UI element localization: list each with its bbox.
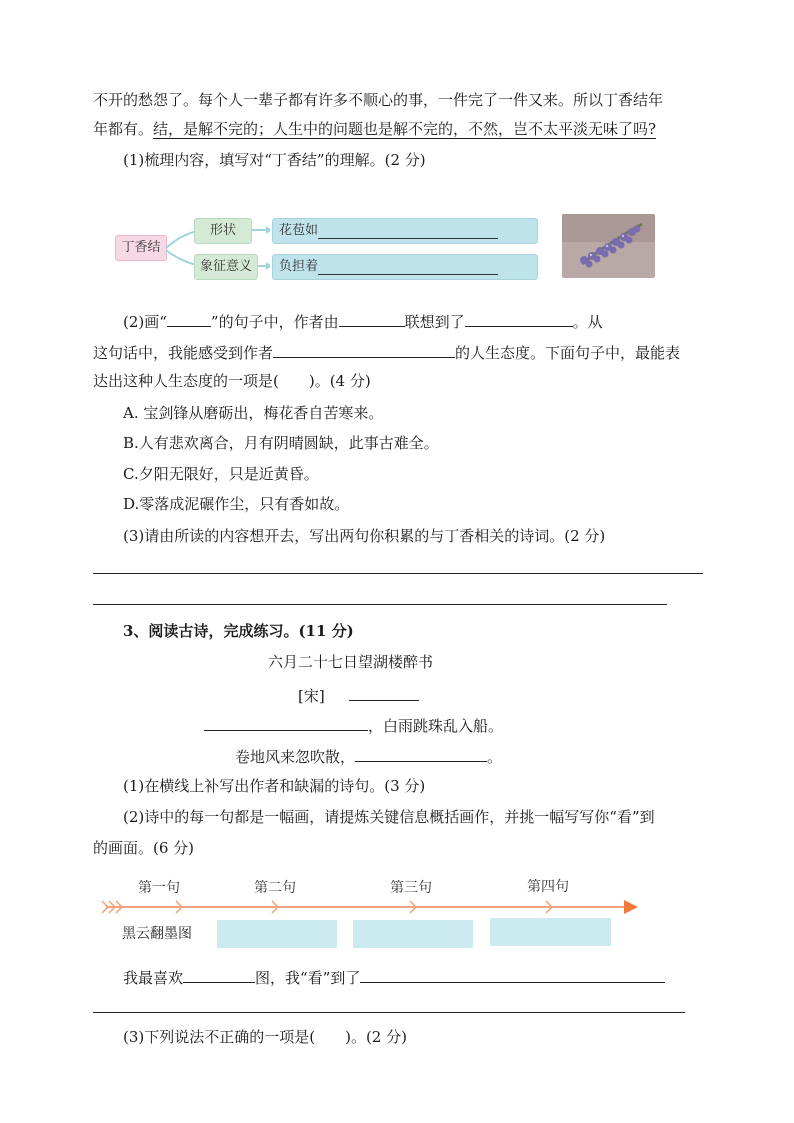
symbolism-answer-box [272, 254, 538, 280]
question-2-line-2 [93, 341, 680, 363]
answer-line-3[interactable] [93, 1012, 685, 1013]
subquestion-2-line-2: 的画面。(6 分) [93, 839, 195, 857]
question-2-line-1 [123, 310, 603, 332]
shape-answer-blank[interactable] [318, 223, 498, 239]
q2-symbol-blank[interactable] [167, 310, 211, 327]
question-2-line-3: 达出这种人生态度的一项是( )。(4 分) [93, 372, 371, 390]
poem-line-1 [204, 714, 503, 736]
timeline-label-1: 第一句 [138, 880, 180, 896]
q2-text-a: (2)画“ [123, 313, 167, 331]
timeline-answer-box-2[interactable] [217, 920, 337, 948]
poem-line-1-tail: ，白雨跳珠乱入船。 [368, 717, 504, 735]
timeline-label-4: 第四句 [527, 879, 569, 895]
answer-line-1[interactable] [93, 573, 703, 574]
option-d: D.零落成泥碾作尘，只有香如故。 [123, 495, 350, 513]
subquestion-2-line-1: (2)诗中的每一句都是一幅画，请提炼关键信息概括画作，并挑一幅写写你“看”到 [123, 808, 655, 826]
answer-line-2[interactable] [93, 604, 667, 605]
author-blank[interactable] [349, 684, 419, 701]
q2-associate-blank[interactable] [465, 310, 573, 327]
poem-line-2-head: 卷地风来忽吹散， [235, 748, 356, 766]
subquestion-3: (3)下列说法不正确的一项是( )。(2 分) [123, 1028, 407, 1046]
favorite-picture-line [123, 966, 665, 988]
symbolism-prompt: 负担着 [279, 259, 319, 274]
q2-text-e: 这句话中，我能感受到作者 [93, 344, 274, 362]
poem-line-2 [235, 745, 502, 767]
seen-scene-blank[interactable] [360, 966, 665, 983]
option-b: B.人有悲欢离合，月有阴晴圆缺，此事古难全。 [123, 434, 439, 452]
passage-underlined-sentence: 结，是解不完的；人生中的问题也是解不完的，不然，岂不太平淡无味了吗? [153, 120, 657, 138]
favorite-picture-blank[interactable] [183, 966, 255, 983]
timeline-label-2: 第二句 [254, 880, 296, 896]
timeline-answer-box-4[interactable] [490, 918, 611, 946]
shape-label: 形状 [194, 218, 252, 244]
q2-text-b: ”的句子中，作者由 [210, 313, 339, 331]
timeline-label-3: 第三句 [390, 880, 432, 896]
question-1-label: (1)梳理内容，填写对“丁香结”的理解。(2 分) [123, 151, 426, 169]
dynasty-text: [宋] [298, 687, 325, 705]
diagram-root-tag: 丁香结 [115, 235, 167, 261]
poem-title: 六月二十七日望湖楼醉书 [268, 653, 434, 671]
q2-text-f: 的人生态度。下面句子中，最能表 [455, 344, 681, 362]
q2-attitude-blank[interactable] [273, 341, 455, 358]
subquestion-1: (1)在横线上补写出作者和缺漏的诗句。(3 分) [123, 777, 426, 795]
section-3-heading: 3、阅读古诗，完成练习。(11 分) [123, 622, 354, 640]
fav-text-b: 图，我“看”到了 [255, 969, 361, 987]
lilac-photo [562, 214, 655, 278]
q2-text-c: 联想到了 [404, 313, 465, 331]
timeline-answer-1: 黑云翻墨图 [122, 926, 192, 942]
timeline-arrow [100, 896, 640, 920]
option-a: A. 宝剑锋从磨砺出，梅花香自苦寒来。 [123, 404, 384, 422]
poem-line-2-blank[interactable] [355, 745, 487, 762]
option-c: C.夕阳无限好，只是近黄昏。 [123, 465, 319, 483]
poem-dynasty [298, 684, 419, 706]
q2-from-blank[interactable] [339, 310, 405, 327]
fav-text-a: 我最喜欢 [123, 969, 184, 987]
poem-line-1-blank[interactable] [204, 714, 368, 731]
symbolism-answer-blank[interactable] [318, 259, 498, 275]
poem-line-2-tail: 。 [487, 748, 503, 766]
question-3-label: (3)请由所读的内容想开去，写出两句你积累的与丁香相关的诗词。(2 分) [123, 527, 606, 545]
q2-text-d: 。从 [572, 313, 603, 331]
passage-line-2 [93, 119, 656, 139]
shape-answer-box [272, 218, 538, 244]
passage-line-1: 不开的愁怨了。每个人一辈子都有许多不顺心的事，一件完了一件又来。所以丁香结年 [93, 91, 664, 109]
shape-prompt: 花苞如 [279, 223, 319, 238]
passage-line-2-plain: 年都有。 [93, 120, 154, 138]
timeline-answer-box-3[interactable] [353, 920, 473, 948]
symbolism-label: 象征意义 [194, 254, 258, 280]
